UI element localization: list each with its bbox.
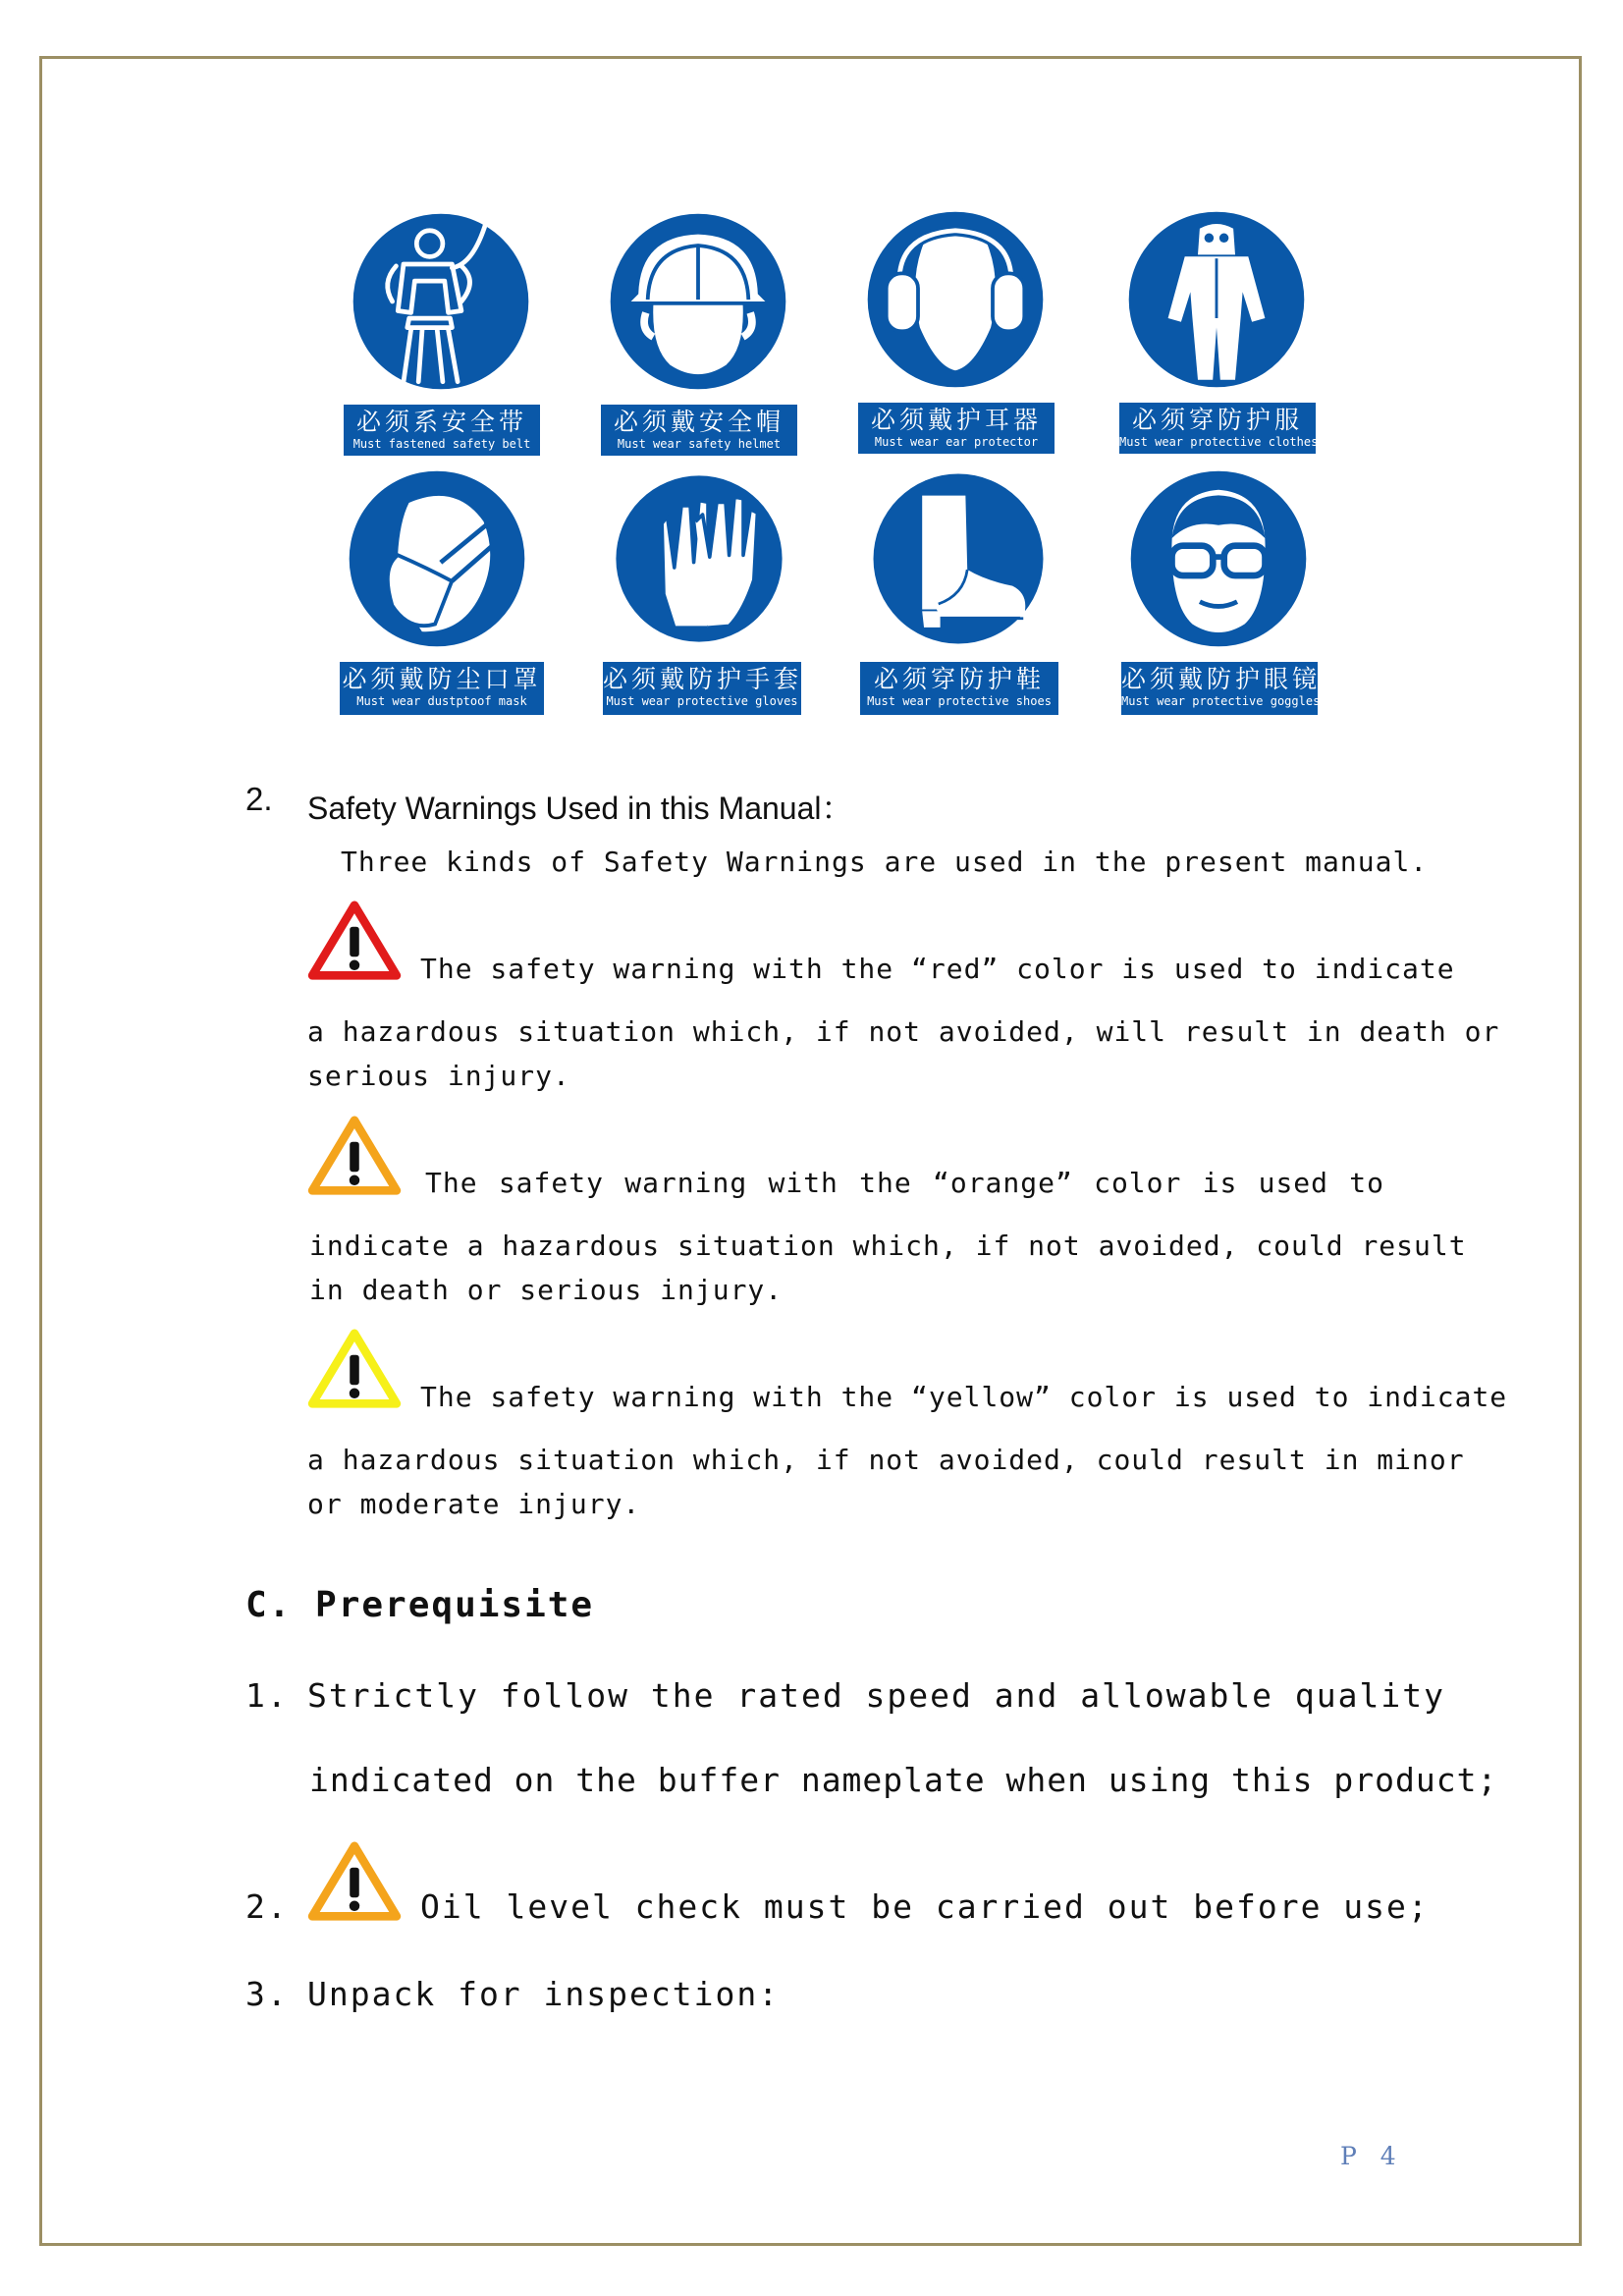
safety-helmet-icon: [605, 208, 791, 395]
sign-label-zh: 必须戴防尘口罩: [342, 665, 542, 693]
prerequisite-item-1-line1: Strictly follow the rated speed and allowable quality: [307, 1676, 1445, 1715]
sign-label-en: Must wear protective goggles: [1121, 694, 1321, 708]
sign-label-zh: 必须戴防护手套: [603, 665, 803, 693]
protective-goggles-icon: [1125, 465, 1312, 652]
yellow-warning-icon: [307, 1329, 402, 1409]
prerequisite-item-2-number: 2.: [245, 1887, 289, 1926]
sign-label-zh: 必须戴护耳器: [870, 406, 1042, 434]
yellow-warning-line2: a hazardous situation which, if not avoided, could result in minor: [307, 1444, 1465, 1476]
page-number: P 4: [1340, 2142, 1404, 2170]
yellow-warning-line1: The safety warning with the “yellow” color is used to indicate: [420, 1381, 1508, 1413]
sign-label-en: Must wear ear protector: [874, 435, 1039, 449]
section-number: 2.: [245, 781, 273, 817]
prerequisite-item-1-number: 1.: [245, 1676, 289, 1715]
red-warning-icon: [307, 901, 402, 981]
sign-label-en: Must fastened safety belt: [352, 437, 531, 451]
protective-clothes-icon: [1123, 206, 1310, 393]
orange-warning-line2: indicate a hazardous situation which, if not avoided, could result: [309, 1230, 1467, 1262]
prerequisite-heading: C. Prerequisite: [245, 1585, 595, 1625]
protective-shoes-icon: [868, 465, 1049, 652]
orange-warning-icon: [307, 1841, 402, 1922]
sign-label-en: Must wear protective clothes: [1119, 435, 1319, 449]
dust-mask-icon: [344, 465, 530, 652]
yellow-warning-line3: or moderate injury.: [307, 1488, 641, 1520]
sign-label-zh: 必须戴防护眼镜: [1121, 665, 1322, 693]
orange-warning-icon: [307, 1116, 402, 1196]
prerequisite-item-1-line2: indicated on the buffer nameplate when using this product;: [309, 1761, 1498, 1799]
prerequisite-item-3-number: 3.: [245, 1975, 289, 2013]
section-title: Safety Warnings Used in this Manual：: [307, 791, 853, 826]
red-warning-line2: a hazardous situation which, if not avoided, will result in death or: [307, 1015, 1500, 1048]
ear-protector-icon: [862, 206, 1049, 393]
prerequisite-item-3-text: Unpack for inspection:: [307, 1975, 781, 2013]
protective-gloves-icon: [611, 465, 787, 652]
orange-warning-line1: The safety warning with the “orange” color is used to: [425, 1167, 1384, 1199]
sign-label-zh: 必须穿防护服: [1131, 406, 1303, 434]
sign-label-en: Must wear dustptoof mask: [356, 694, 527, 708]
section-intro: Three kinds of Safety Warnings are used in the present manual.: [341, 846, 1429, 878]
sign-label-zh: 必须戴安全帽: [613, 408, 784, 436]
sign-label-zh: 必须穿防护鞋: [873, 665, 1045, 693]
sign-label-en: Must wear protective shoes: [867, 694, 1052, 708]
sign-label-zh: 必须系安全带: [355, 408, 527, 436]
orange-warning-line3: in death or serious injury.: [309, 1274, 784, 1306]
red-warning-line1: The safety warning with the “red” color is used to indicate: [420, 953, 1455, 985]
safety-belt-icon: [348, 208, 534, 395]
prerequisite-item-2-text: Oil level check must be carried out before use;: [420, 1887, 1430, 1926]
red-warning-line3: serious injury.: [307, 1060, 570, 1092]
sign-label-en: Must wear protective gloves: [606, 694, 798, 708]
sign-label-en: Must wear safety helmet: [617, 437, 782, 451]
